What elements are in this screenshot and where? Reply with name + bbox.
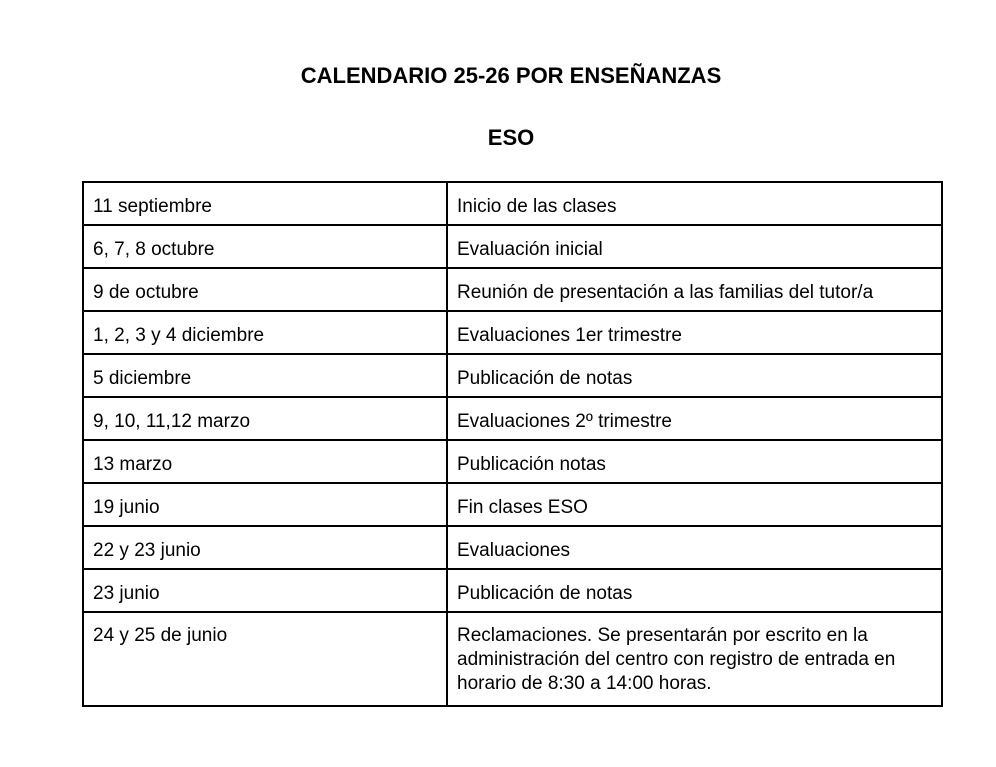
event-cell: Publicación de notas [447,354,942,397]
table-row [83,397,942,440]
event-cell: Reclamaciones. Se presentarán por escrito en la administración del centro con registro de entrada en horario de 8:30 a 14:00 horas. [447,612,942,706]
table-row [83,268,942,311]
date-cell: 9, 10, 11,12 marzo [83,397,447,440]
event-cell: Publicación notas [447,440,942,483]
date-cell: 23 junio [83,569,447,612]
event-cell: Evaluaciones 2º trimestre [447,397,942,440]
date-cell: 24 y 25 de junio [83,612,447,706]
date-cell: 22 y 23 junio [83,526,447,569]
date-cell: 11 septiembre [83,182,447,225]
table-row [83,569,942,612]
event-cell: Fin clases ESO [447,483,942,526]
table-row [83,311,942,354]
table-row [83,483,942,526]
calendar-table [82,181,943,707]
event-cell: Publicación de notas [447,569,942,612]
date-cell: 1, 2, 3 y 4 diciembre [83,311,447,354]
event-cell: Evaluaciones [447,526,942,569]
event-cell: Evaluaciones 1er trimestre [447,311,942,354]
date-cell: 13 marzo [83,440,447,483]
page-title: CALENDARIO 25-26 POR ENSEÑANZAS [300,63,722,88]
date-cell: 9 de octubre [83,268,447,311]
table-row [83,440,942,483]
event-cell: Inicio de las clases [447,182,942,225]
event-cell: Reunión de presentación a las familias del tutor/a [447,268,942,311]
table-row [83,225,942,268]
date-cell: 5 diciembre [83,354,447,397]
event-cell: Evaluación inicial [447,225,942,268]
table-row [83,354,942,397]
table-row [83,612,942,706]
date-cell: 19 junio [83,483,447,526]
table-row [83,182,942,225]
date-cell: 6, 7, 8 octubre [83,225,447,268]
page-subtitle: ESO [487,125,535,150]
table-row [83,526,942,569]
